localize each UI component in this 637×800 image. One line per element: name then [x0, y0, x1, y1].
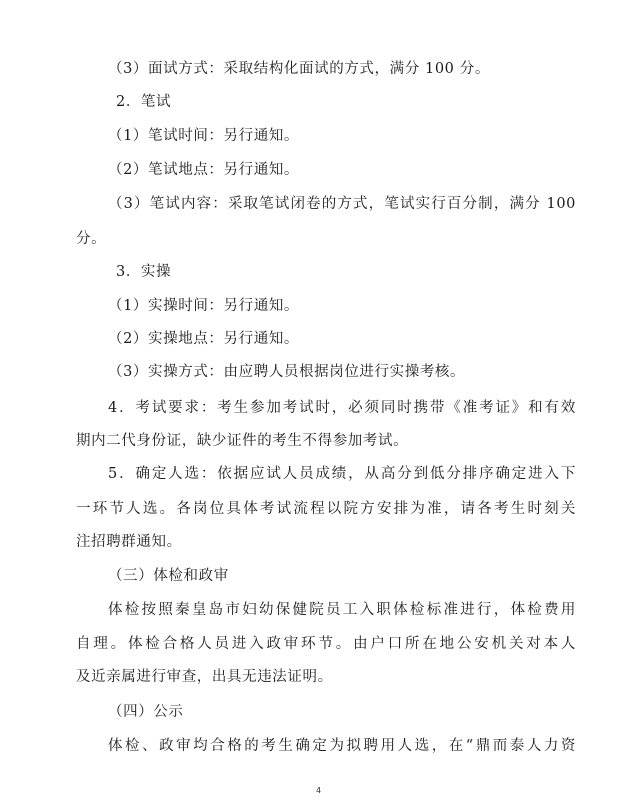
text-line: （2）实操地点：另行通知。 [108, 331, 300, 347]
text-line: （2）笔试地点：另行通知。 [108, 162, 300, 178]
text-line: 分。 [76, 231, 107, 247]
text-line: 4．考试要求：考生参加考试时，必须同时携带《准考证》和有效 [108, 400, 576, 416]
text-line: 5．确定人选：依据应试人员成绩，从高分到低分排序确定进入下 [108, 466, 576, 482]
section-heading: （四）公示 [108, 704, 184, 720]
section-heading: （三）体检和政审 [108, 568, 229, 584]
text-line: 注招聘群通知。 [76, 534, 182, 550]
text-line: 体检按照秦皇岛市妇幼保健院员工入职体检标准进行，体检费用 [108, 602, 576, 618]
text-line: （1）笔试时间：另行通知。 [108, 128, 300, 144]
text-line: （3）笔试内容：采取笔试闭卷的方式，笔试实行百分制，满分 100 [108, 196, 576, 212]
section-heading: 2．笔试 [116, 94, 172, 110]
text-line: （3）实操方式：由应聘人员根据岗位进行实操考核。 [108, 364, 466, 380]
section-heading: 3．实操 [116, 264, 172, 280]
page-number: 4 [315, 786, 322, 795]
text-line: 期内二代身份证，缺少证件的考生不得参加考试。 [76, 433, 409, 449]
text-line: 自理。体检合格人员进入政审环节。由户口所在地公安机关对本人 [76, 636, 576, 652]
text-line: （1）实操时间：另行通知。 [108, 298, 300, 314]
text-line: （3）面试方式：采取结构化面试的方式，满分 100 分。 [108, 61, 490, 77]
text-line: 一环节人选。各岗位具体考试流程以院方安排为准，请各考生时刻关 [76, 501, 576, 517]
text-line: 及近亲属进行审查，出具无违法证明。 [76, 669, 333, 685]
text-line: 体检、政审均合格的考生确定为拟聘用人选，在“鼎而泰人力资 [108, 738, 576, 754]
